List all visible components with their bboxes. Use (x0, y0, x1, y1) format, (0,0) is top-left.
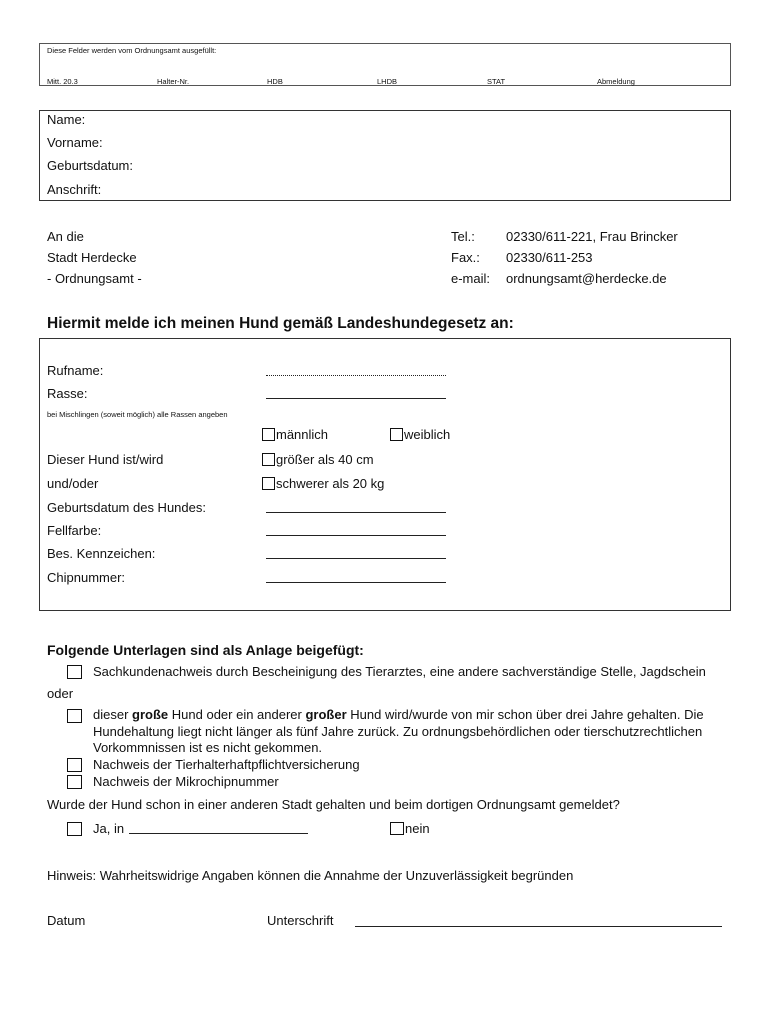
prior-city-no-checkbox[interactable] (390, 822, 404, 835)
hint-text: Hinweis: Wahrheitswidrige Angaben können die Annahme der Unzuverlässigkeit begründen (47, 868, 574, 883)
attachment-3-checkbox[interactable] (67, 758, 82, 772)
email-label: e-mail: (451, 271, 491, 286)
male-label: männlich (276, 427, 329, 442)
mixed-breed-note: bei Mischlingen (soweit möglich) alle Rassen angeben (47, 410, 228, 419)
office-field-stat: STAT (487, 77, 506, 86)
bigger-label: größer als 40 cm (276, 452, 374, 467)
attachment-2-text: dieser große Hund oder ein anderer großer Hund wird/wurde von mir schon über drei Jahre gehalten. Die Hundehaltung liegt nicht länger als fünf Jahre zurück. Zu ordnungsbehördlichen oder tierschutzrechtlichen Vorkommnissen ist es nicht gekommen. (93, 707, 704, 755)
office-field-halter: Halter-Nr. (157, 77, 190, 86)
address-line-2: Stadt Herdecke (47, 250, 137, 265)
prior-city-yes-checkbox[interactable] (67, 822, 82, 836)
office-field-mitt: Mitt. 20.3 (47, 77, 78, 86)
female-label: weiblich (404, 427, 451, 442)
form-heading: Hiermit melde ich meinen Hund gemäß Landeshundegesetz an: (47, 315, 514, 332)
dog-callname-label: Rufname: (47, 363, 104, 378)
attachment-3-label: Nachweis der Tierhalterhaftpflichtversicherung (93, 757, 360, 772)
owner-birthdate-label[interactable]: Geburtsdatum: (47, 158, 133, 173)
fax-label: Fax.: (451, 250, 480, 265)
email-value: ordnungsamt@herdecke.de (506, 271, 667, 286)
date-label: Datum (47, 913, 86, 928)
bigger-checkbox[interactable] (262, 453, 275, 466)
prior-city-question: Wurde der Hund schon in einer anderen Stadt gehalten und beim dortigen Ordnungsamt gemeldet? (47, 797, 620, 812)
fax-value: 02330/611-253 (506, 250, 593, 265)
dog-birthdate-field[interactable] (266, 512, 446, 513)
prior-city-no-label: nein (405, 821, 430, 836)
attachment-2-checkbox[interactable] (67, 709, 82, 723)
dog-birthdate-label: Geburtsdatum des Hundes: (47, 500, 206, 515)
signature-label: Unterschrift (267, 913, 334, 928)
dog-breed-label: Rasse: (47, 386, 88, 401)
address-line-1: An die (47, 229, 84, 244)
or-label: oder (47, 686, 74, 701)
attachment-1-checkbox[interactable] (67, 665, 82, 679)
special-marks-field[interactable] (266, 558, 446, 559)
special-marks-label: Bes. Kennzeichen: (47, 546, 156, 561)
tel-label: Tel.: (451, 229, 475, 244)
office-field-hdb: HDB (267, 77, 283, 86)
dog-breed-field[interactable] (266, 398, 446, 399)
female-checkbox[interactable] (390, 428, 403, 441)
chip-number-field[interactable] (266, 582, 446, 583)
dog-details-box (39, 338, 731, 611)
address-line-3: - Ordnungsamt - (47, 271, 142, 286)
attachment-1-label: Sachkundenachweis durch Bescheinigung des Tierarztes, eine andere sachverständige Stelle, Jagdschein (93, 664, 706, 679)
prior-city-field[interactable] (129, 833, 308, 834)
owner-name-label[interactable]: Name: (47, 112, 86, 127)
dog-is-will-label: Dieser Hund ist/wird (47, 452, 164, 467)
attachment-4-checkbox[interactable] (67, 775, 82, 789)
office-use-note: Diese Felder werden vom Ordnungsamt ausgefüllt: (47, 46, 217, 55)
fur-color-field[interactable] (266, 535, 446, 536)
male-checkbox[interactable] (262, 428, 275, 441)
owner-address-label[interactable]: Anschrift: (47, 182, 102, 197)
signature-field[interactable] (355, 926, 722, 927)
heavier-checkbox[interactable] (262, 477, 275, 490)
heavier-label: schwerer als 20 kg (276, 476, 385, 491)
dog-callname-field[interactable] (266, 375, 446, 376)
and-or-label: und/oder (47, 476, 99, 491)
owner-box (39, 110, 731, 201)
attachment-4-label: Nachweis der Mikrochipnummer (93, 774, 279, 789)
tel-value: 02330/611-221, Frau Brincker (506, 229, 678, 244)
office-field-lhdb: LHDB (377, 77, 398, 86)
office-field-abmeldung: Abmeldung (597, 77, 635, 86)
chip-number-label: Chipnummer: (47, 570, 126, 585)
owner-firstname-label[interactable]: Vorname: (47, 135, 103, 150)
attachments-heading: Folgende Unterlagen sind als Anlage beigefügt: (47, 642, 364, 658)
fur-color-label: Fellfarbe: (47, 523, 102, 538)
prior-city-yes-label: Ja, in (93, 821, 125, 836)
